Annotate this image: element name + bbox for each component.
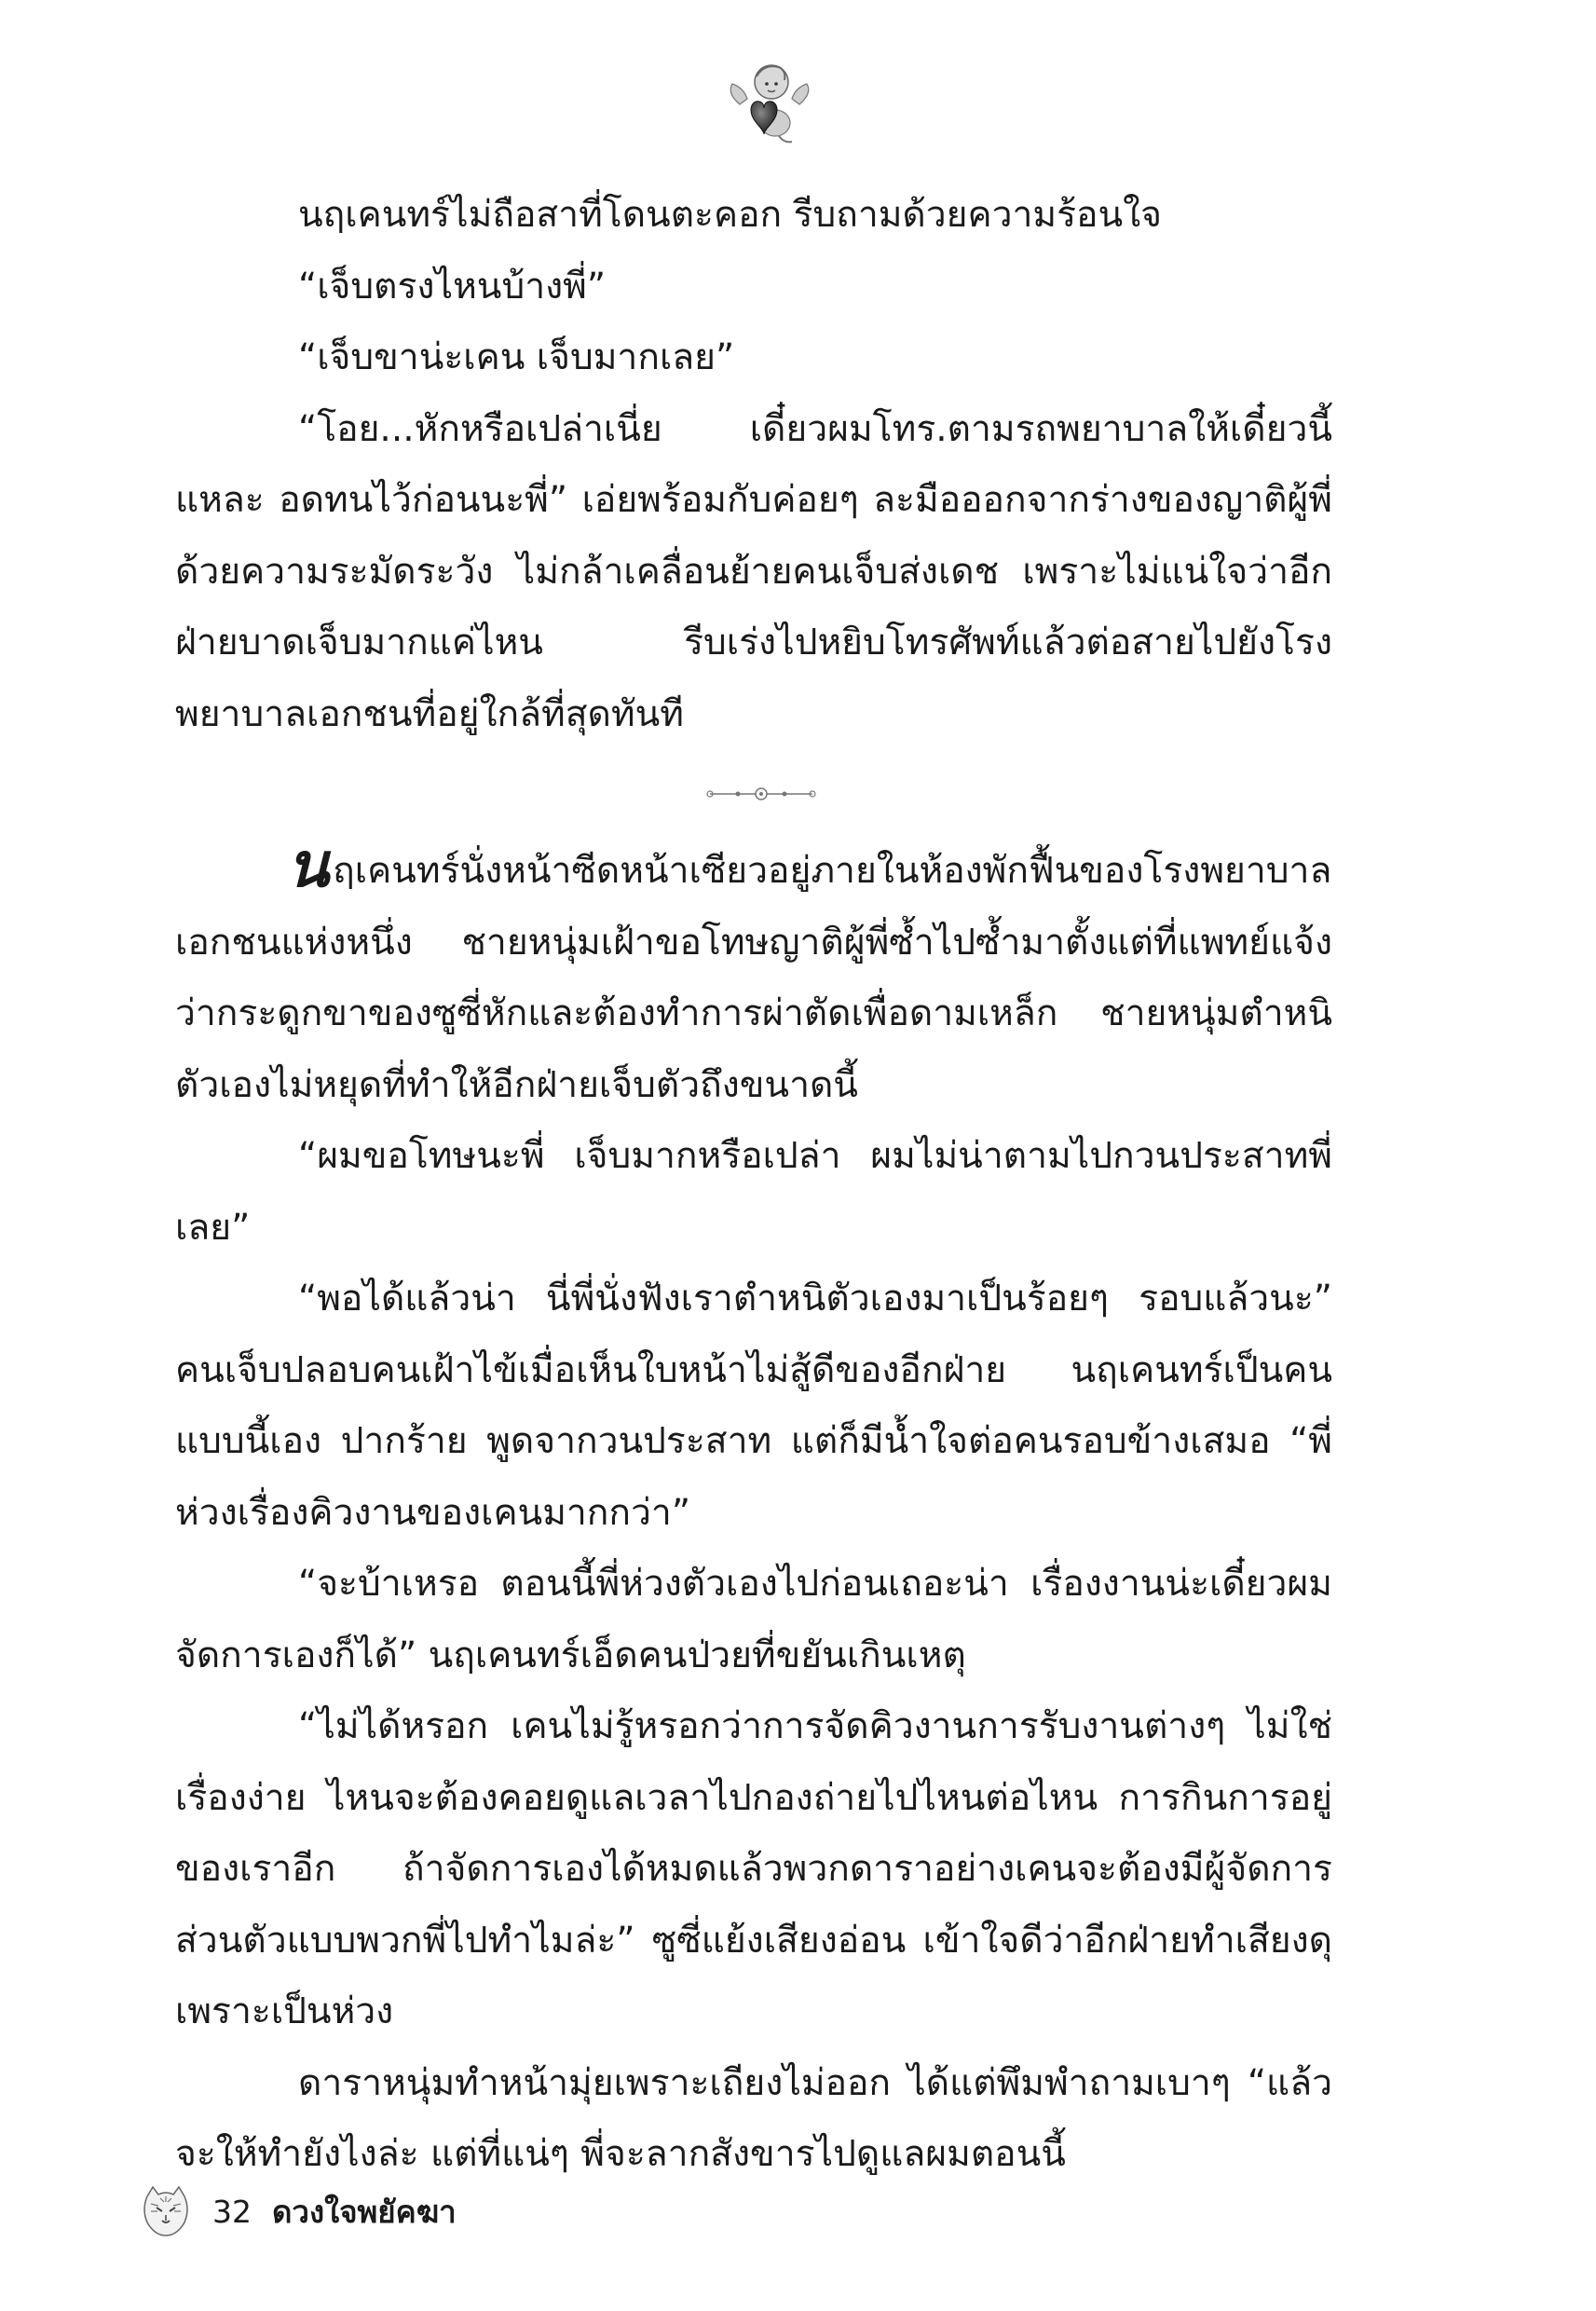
paragraph: “เจ็บตรงไหนบ้างพี่” — [298, 265, 607, 308]
text-section-1 — [175, 180, 1332, 750]
paragraph: “จะบ้าเหรอ ตอนนี้พี่ห่วงตัวเองไปก่อนเถอะน่า เรื่องงานน่ะเดี๋ยวผมจัดการเองก็ได้” นฤเคนทร์เอ็ดคนป่วยที่ขยันเกินเหตุ — [175, 1563, 1332, 1676]
dropcap-paragraph — [175, 829, 1332, 1121]
text-section-2 — [175, 829, 1332, 2191]
paragraph: นฤเคนทร์ไม่ถือสาที่โดนตะคอก รีบถามด้วยความร้อนใจ — [298, 194, 1163, 236]
ornamental-divider-icon — [701, 783, 822, 805]
tiger-head-logo-icon — [140, 2183, 192, 2239]
dropcap-paragraph-text: ฤเคนทร์นั่งหน้าซีดหน้าเซียวอยู่ภายในห้องพักฟื้นของโรงพยาบาลเอกชนแห่งหนึ่ง ชายหนุ่มเฝ้าขอโทษญาติผู้พี่ซ้ำไปซ้ำมาตั้งแต่ที่แพทย์แจ้งว่ากระดูกขาของซูซี่หักและต้องทำการผ่าตัดเพื่อดามเหล็ก ชายหนุ่มตำหนิตัวเองไม่หยุดที่ทำให้อีกฝ่ายเจ็บตัวถึงขนาดนี้ — [175, 850, 1332, 1106]
paragraph: “พอได้แล้วน่า นี่พี่นั่งฟังเราตำหนิตัวเองมาเป็นร้อยๆ รอบแล้วนะ” คนเจ็บปลอบคนเฝ้าไข้เมื่อเห็นใบหน้าไม่สู้ดีของอีกฝ่าย นฤเคนทร์เป็นคนแบบนี้เอง ปากร้าย พูดจากวนประสาท แต่ก็มีน้ำใจต่อคนรอบข้างเสมอ “พี่ห่วงเรื่องคิวงานของเคนมากกว่า” — [175, 1278, 1332, 1534]
dropcap-letter: น — [287, 829, 330, 901]
cherub-holding-heart-icon — [723, 56, 816, 149]
book-title: ดวงใจพยัคฆา — [272, 2193, 457, 2230]
paragraph: ดาราหนุ่มทำหน้ามุ่ยเพราะเถียงไม่ออก ได้แต่พึมพำถามเบาๆ “แล้วจะให้ทำยังไงล่ะ แต่ที่แน่ๆ พี่จะลากสังขารไปดูแลผมตอนนี้ — [175, 2061, 1332, 2175]
page-number: 32 — [212, 2193, 252, 2230]
paragraph: “เจ็บขาน่ะเคน เจ็บมากเลย” — [298, 336, 735, 378]
paragraph: “โอย...หักหรือเปล่าเนี่ย เดี๋ยวผมโทร.ตามรถพยาบาลให้เดี๋ยวนี้แหละ อดทนไว้ก่อนนะพี่” เอ่ยพร้อมกับค่อยๆ ละมือออกจากร่างของญาติผู้พี่ด้วยความระมัดระวัง ไม่กล้าเคลื่อนย้ายคนเจ็บส่งเดช เพราะไม่แน่ใจว่าอีกฝ่ายบาดเจ็บมากแค่ไหน รีบเร่งไปหยิบโทรศัพท์แล้วต่อสายไปยังโรงพยาบาลเอกชนที่อยู่ใกล้ที่สุดทันที — [175, 407, 1332, 735]
page-footer — [140, 2179, 457, 2244]
paragraph: “ไม่ได้หรอก เคนไม่รู้หรอกว่าการจัดคิวงานการรับงานต่างๆ ไม่ใช่เรื่องง่าย ไหนจะต้องคอยดูแลเวลาไปกองถ่ายไปไหนต่อไหน การกินการอยู่ของเราอีก ถ้าจัดการเองได้หมดแล้วพวกดาราอย่างเคนจะต้องมีผู้จัดการส่วนตัวแบบพวกพี่ไปทำไมล่ะ” ซูซี่แย้งเสียงอ่อน เข้าใจดีว่าอีกฝ่ายทำเสียงดุเพราะเป็นห่วง — [175, 1705, 1332, 2032]
paragraph: “ผมขอโทษนะพี่ เจ็บมากหรือเปล่า ผมไม่น่าตามไปกวนประสาทพี่เลย” — [175, 1135, 1332, 1249]
